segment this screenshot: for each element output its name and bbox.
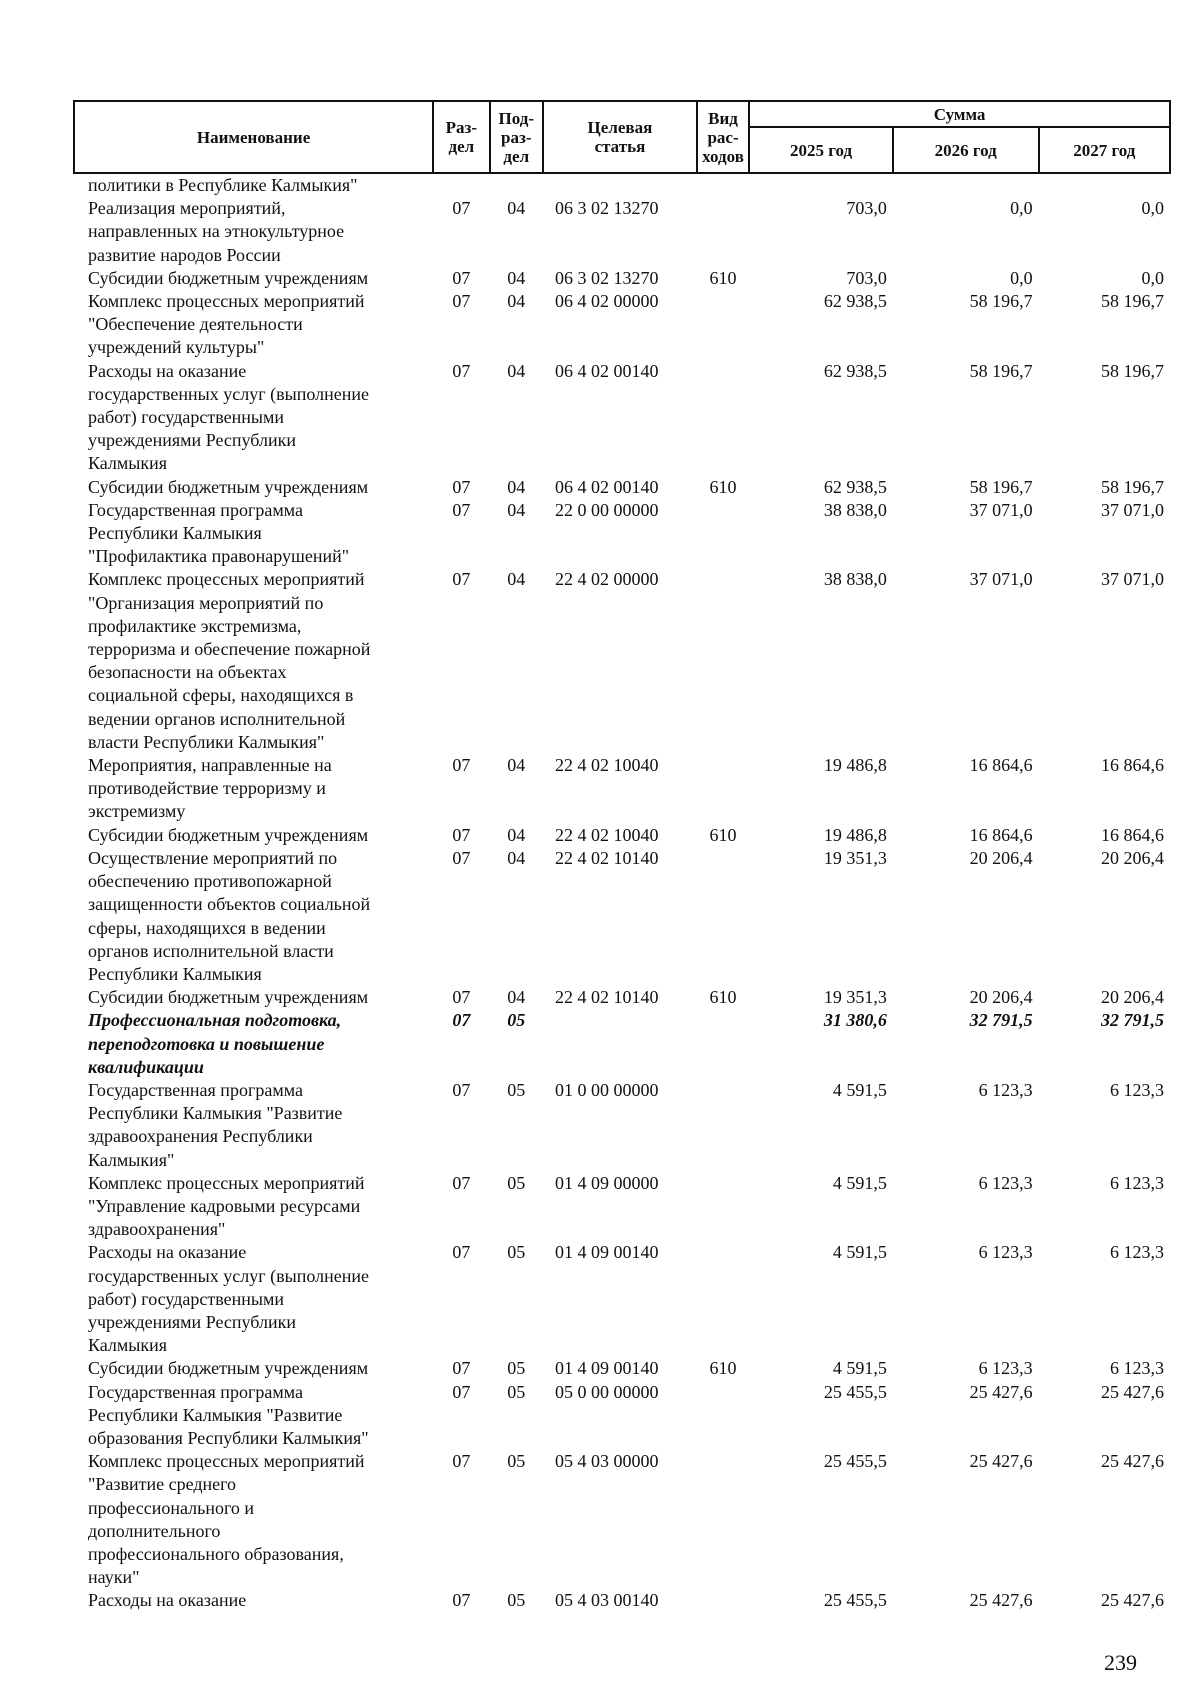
cell-sum-2026: 20 206,4 <box>969 987 1033 1008</box>
cell-name <box>74 476 433 499</box>
cell-sum-2025: 4 591,5 <box>832 1242 887 1263</box>
name-line: дополнительного <box>88 1520 221 1541</box>
name-line: Расходы на оказание <box>88 360 247 381</box>
name-line: Субсидии бюджетным учреждениям <box>88 267 369 288</box>
cell-vid-rashodov: 610 <box>709 824 737 845</box>
name-line: направленных на этнокультурное <box>88 221 345 242</box>
cell-celevaya-statya: 05 4 03 00000 <box>554 1451 659 1472</box>
cell-sum-2025: 31 380,6 <box>823 1010 887 1031</box>
cell-podrazdel: 05 <box>507 1590 526 1611</box>
cell-sum-2025: 19 351,3 <box>823 847 887 868</box>
table-row <box>74 568 1170 754</box>
cell-name <box>74 754 433 824</box>
name-line: Субсидии бюджетным учреждениям <box>88 824 369 845</box>
cell-vid-rashodov <box>697 754 749 824</box>
cell-sum-2027: 6 123,3 <box>1110 1358 1164 1379</box>
table-row <box>74 1589 1170 1612</box>
cell-vid-rashodov <box>697 1079 749 1172</box>
cell-sum-2027: 20 206,4 <box>1101 987 1164 1008</box>
name-line: Комплекс процессных мероприятий <box>88 1451 365 1472</box>
table-row <box>74 1381 1170 1451</box>
name-line: профилактике экстремизма, <box>88 615 302 636</box>
cell-sum-2025: 19 486,8 <box>823 824 887 845</box>
cell-sum-2027: 6 123,3 <box>1110 1242 1164 1263</box>
cell-name <box>74 824 433 847</box>
name-line: квалификации <box>88 1056 204 1077</box>
name-line: защищенности объектов социальной <box>88 894 371 915</box>
table-row <box>74 197 1170 267</box>
cell-celevaya-statya: 06 4 02 00140 <box>554 360 659 381</box>
cell-celevaya-statya: 22 4 02 10040 <box>554 755 659 776</box>
cell-sum-2026: 16 864,6 <box>969 824 1033 845</box>
name-line: Субсидии бюджетным учреждениям <box>88 1358 369 1379</box>
budget-table <box>73 100 1171 1613</box>
cell-sum-2027: 25 427,6 <box>1101 1451 1164 1472</box>
cell-vid-rashodov <box>697 1450 749 1589</box>
cell-vid-rashodov <box>697 1381 749 1451</box>
table-row <box>74 267 1170 290</box>
cell-sum-2025: 25 455,5 <box>823 1451 887 1472</box>
cell-sum-2026: 0,0 <box>1010 198 1033 219</box>
table-row <box>74 476 1170 499</box>
cell-sum-2026: 58 196,7 <box>969 291 1033 312</box>
cell-name <box>74 1241 433 1357</box>
cell-celevaya-statya: 22 0 00 00000 <box>554 499 659 520</box>
name-line: профессионального образования, <box>88 1543 344 1564</box>
cell-podrazdel: 05 <box>507 1381 526 1402</box>
cell-sum-2025 <box>749 173 893 197</box>
cell-razdel: 07 <box>452 1010 471 1031</box>
cell-sum-2027: 6 123,3 <box>1110 1172 1164 1193</box>
cell-razdel: 07 <box>452 1079 471 1100</box>
cell-sum-2025: 703,0 <box>846 198 887 219</box>
name-line: работ) государственными <box>88 1288 285 1309</box>
name-line: Государственная программа <box>88 499 303 520</box>
cell-sum-2025: 38 838,0 <box>823 569 887 590</box>
cell-celevaya-statya: 01 4 09 00140 <box>554 1242 659 1263</box>
cell-sum-2025: 4 591,5 <box>832 1172 887 1193</box>
cell-sum-2027: 37 071,0 <box>1101 499 1164 520</box>
name-line: власти Республики Калмыкия" <box>88 731 325 752</box>
cell-celevaya-statya: 22 4 02 10040 <box>554 824 659 845</box>
cell-sum-2027: 16 864,6 <box>1101 755 1164 776</box>
cell-sum-2025: 62 938,5 <box>823 291 887 312</box>
cell-razdel <box>433 173 489 197</box>
cell-celevaya-statya: 22 4 02 10140 <box>554 987 659 1008</box>
table-row <box>74 754 1170 824</box>
cell-vid-rashodov <box>697 1172 749 1242</box>
cell-podrazdel: 04 <box>507 569 526 590</box>
cell-sum-2026: 6 123,3 <box>978 1242 1033 1263</box>
name-line: здравоохранения" <box>88 1219 226 1240</box>
cell-podrazdel: 04 <box>507 755 526 776</box>
cell-sum-2027: 58 196,7 <box>1101 360 1164 381</box>
name-line: переподготовка и повышение <box>88 1033 325 1054</box>
name-line: учреждениями Республики <box>88 1311 296 1332</box>
name-line: терроризма и обеспечение пожарной <box>88 639 371 660</box>
table-row <box>74 1450 1170 1589</box>
cell-podrazdel: 04 <box>507 987 526 1008</box>
cell-podrazdel: 05 <box>507 1172 526 1193</box>
name-line: Калмыкия <box>88 1335 168 1356</box>
cell-sum-2027: 58 196,7 <box>1101 476 1164 497</box>
cell-celevaya-statya: 05 4 03 00140 <box>554 1590 659 1611</box>
cell-sum-2025: 4 591,5 <box>832 1358 887 1379</box>
name-line: "Обеспечение деятельности <box>88 314 303 335</box>
cell-podrazdel: 04 <box>507 499 526 520</box>
name-line: здравоохранения Республики <box>88 1126 313 1147</box>
cell-sum-2026: 37 071,0 <box>969 569 1033 590</box>
cell-podrazdel: 05 <box>507 1451 526 1472</box>
cell-razdel: 07 <box>452 569 471 590</box>
cell-vid-rashodov <box>697 568 749 754</box>
table-row <box>74 173 1170 197</box>
cell-vid-rashodov <box>697 290 749 360</box>
cell-razdel: 07 <box>452 1242 471 1263</box>
cell-name <box>74 1172 433 1242</box>
header-razdel: Раз- дел <box>433 101 489 173</box>
cell-sum-2026: 6 123,3 <box>978 1172 1033 1193</box>
cell-sum-2027: 0,0 <box>1141 198 1164 219</box>
page-number: 239 <box>1104 1650 1137 1675</box>
table-row <box>74 360 1170 476</box>
cell-podrazdel: 04 <box>507 360 526 381</box>
cell-name <box>74 173 433 197</box>
cell-razdel: 07 <box>452 824 471 845</box>
name-line: социальной сферы, находящихся в <box>88 685 354 706</box>
cell-sum-2026: 16 864,6 <box>969 755 1033 776</box>
cell-celevaya-statya: 22 4 02 10140 <box>554 847 659 868</box>
cell-sum-2027: 58 196,7 <box>1101 291 1164 312</box>
cell-podrazdel: 04 <box>507 476 526 497</box>
cell-razdel: 07 <box>452 987 471 1008</box>
name-line: Субсидии бюджетным учреждениям <box>88 987 369 1008</box>
name-line: образования Республики Калмыкия" <box>88 1427 369 1448</box>
cell-celevaya-statya <box>543 173 697 197</box>
cell-razdel: 07 <box>452 476 471 497</box>
cell-sum-2025: 62 938,5 <box>823 476 887 497</box>
cell-celevaya-statya: 01 4 09 00140 <box>554 1358 659 1379</box>
cell-razdel: 07 <box>452 1172 471 1193</box>
name-line: "Организация мероприятий по <box>88 592 324 613</box>
cell-name <box>74 1079 433 1172</box>
name-line: Профессиональная подготовка, <box>88 1010 342 1031</box>
name-line: государственных услуг (выполнение <box>88 383 369 404</box>
cell-vid-rashodov: 610 <box>709 267 737 288</box>
cell-name <box>74 986 433 1009</box>
name-line: ведении органов исполнительной <box>88 708 346 729</box>
cell-name <box>74 1589 433 1612</box>
cell-celevaya-statya: 01 4 09 00000 <box>554 1172 659 1193</box>
cell-vid-rashodov <box>697 847 749 986</box>
cell-sum-2026: 25 427,6 <box>969 1451 1033 1472</box>
name-line: работ) государственными <box>88 407 285 428</box>
name-line: науки" <box>88 1567 140 1588</box>
header-summa: Сумма <box>749 101 1170 127</box>
cell-celevaya-statya: 05 0 00 00000 <box>554 1381 659 1402</box>
cell-sum-2025: 25 455,5 <box>823 1381 887 1402</box>
name-line: Калмыкия" <box>88 1149 175 1170</box>
cell-sum-2027: 32 791,5 <box>1101 1010 1164 1031</box>
table-row <box>74 1172 1170 1242</box>
cell-name <box>74 360 433 476</box>
cell-name <box>74 197 433 267</box>
cell-vid-rashodov: 610 <box>709 987 737 1008</box>
cell-razdel: 07 <box>452 267 471 288</box>
table-row <box>74 499 1170 569</box>
cell-name <box>74 568 433 754</box>
name-line: Калмыкия <box>88 453 168 474</box>
cell-podrazdel: 05 <box>507 1242 526 1263</box>
name-line: "Управление кадровыми ресурсами <box>88 1195 361 1216</box>
table-row <box>74 1357 1170 1380</box>
header-year-2026: 2026 год <box>893 127 1039 173</box>
table-header <box>74 101 1170 173</box>
cell-celevaya-statya <box>543 1009 697 1079</box>
cell-podrazdel: 04 <box>507 847 526 868</box>
name-line: экстремизму <box>88 801 186 822</box>
cell-sum-2025: 19 486,8 <box>823 755 887 776</box>
table-row <box>74 290 1170 360</box>
cell-podrazdel: 05 <box>507 1010 526 1031</box>
cell-celevaya-statya: 06 3 02 13270 <box>554 267 659 288</box>
cell-razdel: 07 <box>452 1590 471 1611</box>
cell-sum-2027: 20 206,4 <box>1101 847 1164 868</box>
name-line: профессионального и <box>88 1497 255 1518</box>
cell-name <box>74 1450 433 1589</box>
cell-razdel: 07 <box>452 755 471 776</box>
name-line: Республики Калмыкия "Развитие <box>88 1103 343 1124</box>
cell-sum-2025: 4 591,5 <box>832 1079 887 1100</box>
name-line: Республики Калмыкия "Развитие <box>88 1404 343 1425</box>
cell-sum-2026: 6 123,3 <box>978 1358 1033 1379</box>
cell-vid-rashodov <box>697 499 749 569</box>
name-line: "Развитие среднего <box>88 1474 237 1495</box>
name-line: Государственная программа <box>88 1381 303 1402</box>
cell-vid-rashodov <box>697 1589 749 1612</box>
cell-vid-rashodov <box>697 1009 749 1079</box>
name-line: органов исполнительной власти <box>88 940 334 961</box>
cell-name <box>74 1009 433 1079</box>
cell-podrazdel: 04 <box>507 267 526 288</box>
cell-sum-2025: 703,0 <box>846 267 887 288</box>
name-line: обеспечению противопожарной <box>88 871 332 892</box>
table-row <box>74 847 1170 986</box>
name-line: развитие народов России <box>88 244 281 265</box>
name-line: Расходы на оказание <box>88 1242 247 1263</box>
cell-sum-2027: 0,0 <box>1141 267 1164 288</box>
name-line: Реализация мероприятий, <box>88 198 286 219</box>
cell-razdel: 07 <box>452 291 471 312</box>
section-row <box>74 1009 1170 1079</box>
cell-sum-2026: 37 071,0 <box>969 499 1033 520</box>
name-line: Комплекс процессных мероприятий <box>88 569 365 590</box>
header-vid: Вид рас- ходов <box>697 101 749 173</box>
cell-sum-2026: 58 196,7 <box>969 476 1033 497</box>
name-line: "Профилактика правонарушений" <box>88 546 350 567</box>
cell-sum-2027: 6 123,3 <box>1110 1079 1164 1100</box>
cell-sum-2026: 6 123,3 <box>978 1079 1033 1100</box>
table-row <box>74 986 1170 1009</box>
cell-razdel: 07 <box>452 1358 471 1379</box>
header-year-2027: 2027 год <box>1039 127 1170 173</box>
name-line: безопасности на объектах <box>88 662 287 683</box>
cell-podrazdel: 04 <box>507 824 526 845</box>
cell-razdel: 07 <box>452 1451 471 1472</box>
name-line: Республики Калмыкия <box>88 963 262 984</box>
cell-vid-rashodov <box>697 173 749 197</box>
cell-sum-2026: 25 427,6 <box>969 1381 1033 1402</box>
cell-sum-2025: 19 351,3 <box>823 987 887 1008</box>
name-line: Расходы на оказание <box>88 1590 247 1611</box>
cell-name <box>74 1357 433 1380</box>
cell-razdel: 07 <box>452 499 471 520</box>
name-line: сферы, находящихся в ведении <box>88 917 326 938</box>
cell-name <box>74 290 433 360</box>
cell-razdel: 07 <box>452 198 471 219</box>
cell-podrazdel: 05 <box>507 1079 526 1100</box>
header-celevaya: Целевая статья <box>543 101 697 173</box>
cell-razdel: 07 <box>452 1381 471 1402</box>
cell-razdel: 07 <box>452 360 471 381</box>
name-line: Комплекс процессных мероприятий <box>88 291 365 312</box>
name-line: Осуществление мероприятий по <box>88 847 338 868</box>
cell-podrazdel: 04 <box>507 198 526 219</box>
cell-vid-rashodov: 610 <box>709 1358 737 1379</box>
header-podrazdel: Под- раз- дел <box>490 101 543 173</box>
cell-sum-2026: 32 791,5 <box>969 1010 1033 1031</box>
cell-vid-rashodov <box>697 1241 749 1357</box>
name-line: Мероприятия, направленные на <box>88 755 332 776</box>
cell-name <box>74 499 433 569</box>
table-row <box>74 1241 1170 1357</box>
name-line: Республики Калмыкия <box>88 523 262 544</box>
cell-sum-2026: 25 427,6 <box>969 1590 1033 1611</box>
header-year-2025: 2025 год <box>749 127 893 173</box>
name-line: Субсидии бюджетным учреждениям <box>88 476 369 497</box>
cell-celevaya-statya: 06 4 02 00000 <box>554 291 659 312</box>
cell-sum-2026 <box>893 173 1039 197</box>
cell-sum-2027 <box>1039 173 1170 197</box>
cell-sum-2026: 20 206,4 <box>969 847 1033 868</box>
cell-razdel: 07 <box>452 847 471 868</box>
cell-sum-2026: 0,0 <box>1010 267 1033 288</box>
name-line: политики в Республике Калмыкия" <box>88 175 358 195</box>
cell-name <box>74 1381 433 1451</box>
header-name: Наименование <box>74 101 433 173</box>
cell-celevaya-statya: 22 4 02 00000 <box>554 569 659 590</box>
cell-celevaya-statya: 01 0 00 00000 <box>554 1079 659 1100</box>
cell-sum-2027: 16 864,6 <box>1101 824 1164 845</box>
table-row <box>74 1079 1170 1172</box>
name-line: противодействие терроризму и <box>88 778 326 799</box>
name-line: Государственная программа <box>88 1079 303 1100</box>
cell-celevaya-statya: 06 4 02 00140 <box>554 476 659 497</box>
cell-podrazdel: 05 <box>507 1358 526 1379</box>
cell-sum-2025: 38 838,0 <box>823 499 887 520</box>
cell-podrazdel: 04 <box>507 291 526 312</box>
name-line: государственных услуг (выполнение <box>88 1265 369 1286</box>
cell-sum-2025: 25 455,5 <box>823 1590 887 1611</box>
cell-name <box>74 847 433 986</box>
name-line: учреждениями Республики <box>88 430 296 451</box>
cell-vid-rashodov: 610 <box>709 476 737 497</box>
cell-sum-2025: 62 938,5 <box>823 360 887 381</box>
cell-sum-2026: 58 196,7 <box>969 360 1033 381</box>
table-row <box>74 824 1170 847</box>
table-body <box>74 173 1170 1613</box>
name-line: учреждений культуры" <box>88 337 265 358</box>
name-line: Комплекс процессных мероприятий <box>88 1172 365 1193</box>
cell-vid-rashodov <box>697 197 749 267</box>
cell-celevaya-statya: 06 3 02 13270 <box>554 198 659 219</box>
cell-sum-2027: 37 071,0 <box>1101 569 1164 590</box>
cell-name <box>74 267 433 290</box>
cell-vid-rashodov <box>697 360 749 476</box>
cell-sum-2027: 25 427,6 <box>1101 1590 1164 1611</box>
cell-sum-2027: 25 427,6 <box>1101 1381 1164 1402</box>
cell-podrazdel <box>490 173 543 197</box>
